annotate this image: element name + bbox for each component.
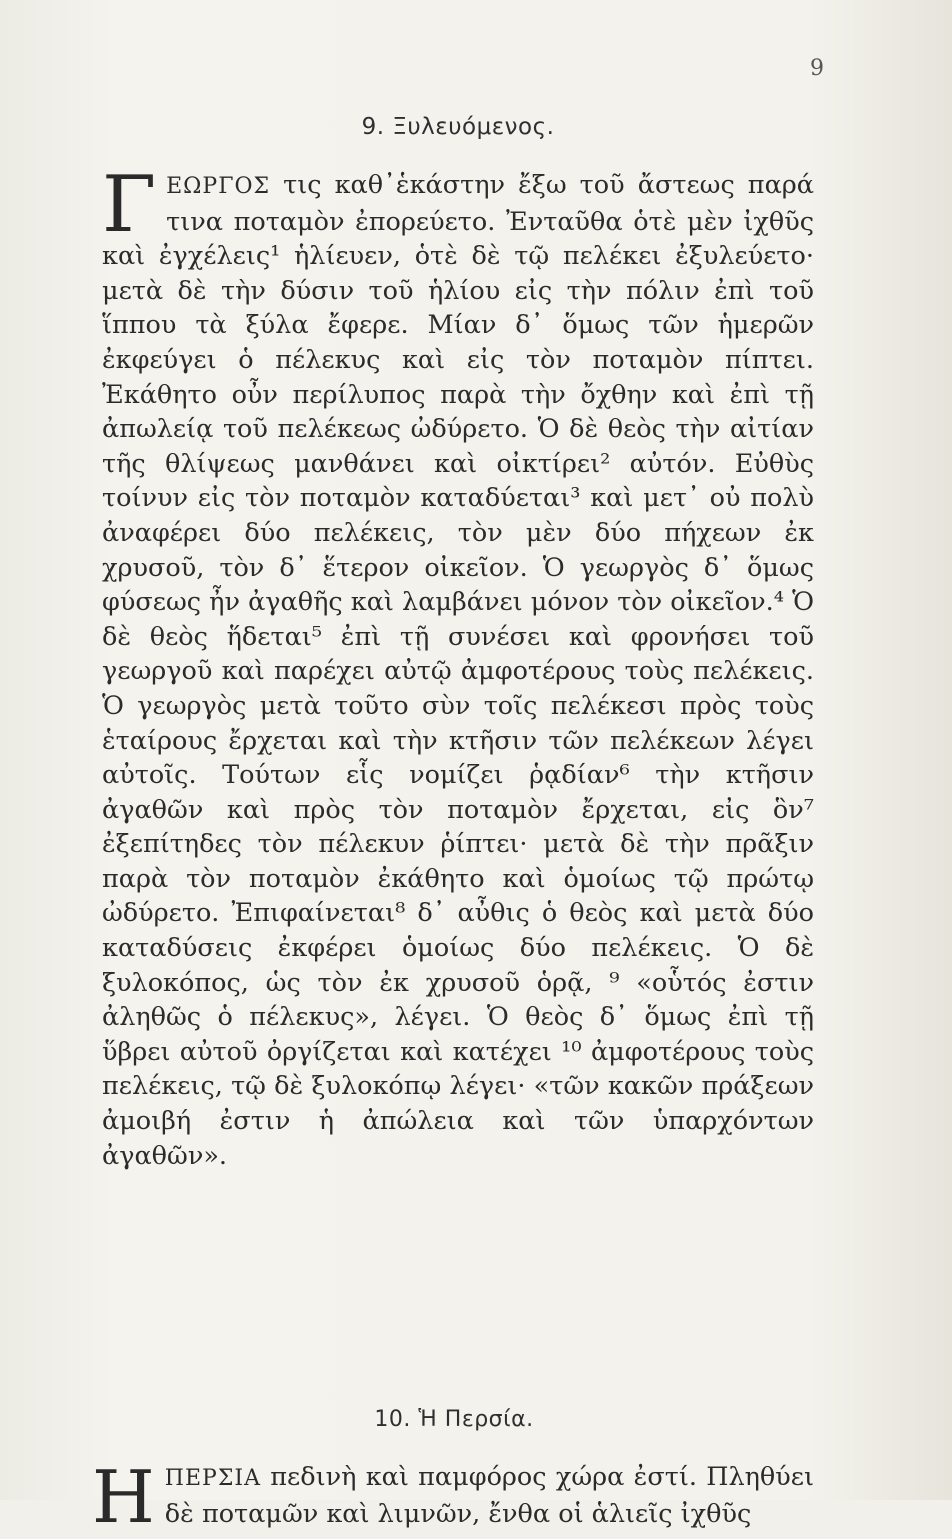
chapter-9-paragraph [102,160,814,1173]
lead-caps: ΕΩΡΓΟΣ [166,174,271,199]
chapter-9-body [102,160,814,1173]
drop-cap: Η [92,1455,155,1539]
chapter-10-paragraph [92,1455,814,1539]
drop-cap: Γ [102,160,157,250]
page-number: 9 [810,56,824,81]
paragraph-text: πεδινὴ καὶ παμφόρος χώρα ἐστί. Πληθύει δὲ ποταμῶν καὶ λιμνῶν, ἔνθα οἱ ἁλιεῖς ἰχθῦς [164,1462,814,1529]
paragraph-text: τις καθ᾽ἑκάστην ἔξω τοῦ ἄστεως παρά τινα ποταμὸν ἐπορεύετο. Ἐνταῦθα ὁτὲ μὲν ἰχθῦς καὶ ἐγχέλεις¹ ἡλίευεν, ὁτὲ δὲ τῷ πελέκει ἐξυλεύετο· μετὰ δὲ τὴν δύσιν τοῦ ἡλίου εἰς τὴν πόλιν ἐπὶ τοῦ ἵππου τὰ ξύλα ἔφερε. Μίαν δ᾽ ὅμως τῶν ἡμερῶν ἐκφεύγει ὁ πέλεκυς καὶ εἰς τὸν ποταμὸν πίπτει. Ἐκάθητο οὖν περίλυπος παρὰ τὴν ὄχθην καὶ ἐπὶ τῇ ἀπωλείᾳ τοῦ πελέκεως ὠδύρετο. Ὁ δὲ θεὸς τὴν αἰτίαν τῆς θλίψεως μανθάνει καὶ οἰκτίρει² αὐτόν. Εὐθὺς τοίνυν εἰς τὸν ποταμὸν καταδύεται³ καὶ μετ᾽ οὐ πολὺ ἀναφέρει δύο πελέκεις, τὸν μὲν δύο πήχεων ἐκ χρυσοῦ, τὸν δ᾽ ἕτερον οἰκεῖον. Ὁ γεωργὸς δ᾽ ὅμως φύσεως ἦν ἀγαθῆς καὶ λαμβάνει μόνον τὸν οἰκεῖον.⁴ Ὁ δὲ θεὸς ἥδεται⁵ ἐπὶ τῇ συνέσει καὶ φρονήσει τοῦ γεωργοῦ καὶ παρέχει αὐτῷ ἀμφοτέρους τοὺς πελέκεις. Ὁ γεωργὸς μετὰ τοῦτο σὺν τοῖς πελέκεσι πρὸς τοὺς ἑταίρους ἔρχεται καὶ τὴν κτῆσιν τῶν πελέκεων λέγει αὐτοῖς. Τούτων εἷς νομίζει ῥᾳδίαν⁶ τὴν κτῆσιν ἀγαθῶν καὶ πρὸς τὸν ποταμὸν ἔρχεται, εἰς ὃν⁷ ἐξεπίτηδες τὸν πέλεκυν ῥίπτει· μετὰ δὲ τὴν πρᾶξιν παρὰ τὸν ποταμὸν ἐκάθητο καὶ ὁμοίως τῷ πρώτῳ ὠδύρετο. Ἐπιφαίνεται⁸ δ᾽ αὖθις ὁ θεὸς καὶ μετὰ δύο καταδύσεις ἐκφέρει ὁμοίως δύο πελέκεις. Ὁ δὲ ξυλοκόπος, ὡς τὸν ἐκ χρυσοῦ ὁρᾷ, ⁹ «οὗτός ἐστιν ἀληθῶς ὁ πέλεκυς», λέγει. Ὁ θεὸς δ᾽ ὅμως ἐπὶ τῇ ὕβρει αὐτοῦ ὀργίζεται καὶ κατέχει ¹⁰ ἀμφοτέρους τοὺς πελέκεις, τῷ δὲ ξυλοκόπῳ λέγει· «τῶν κακῶν πράξεων ἀμοιβή ἐστιν ἡ ἀπώλεια καὶ τῶν ὑπαρχόντων ἀγαθῶν». [102,170,814,1171]
chapter-10-body [92,1455,814,1539]
chapter-heading-9: 9. Ξυλευόμενος. [361,114,555,140]
chapter-heading-10: 10. Ἡ Περσία. [374,1407,534,1432]
lead-caps: ΠΕΡΣΙΑ [164,1466,261,1491]
